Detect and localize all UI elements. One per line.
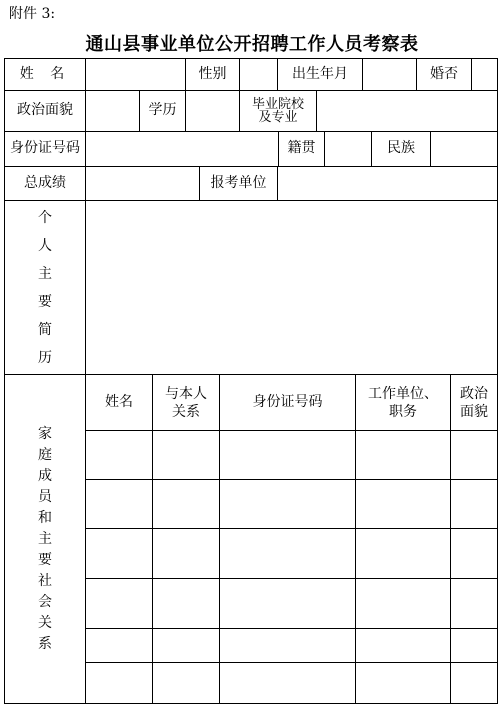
family-row-6-id[interactable] [219, 662, 356, 704]
family-row-5-id[interactable] [219, 628, 356, 663]
family-row-2-name[interactable] [85, 479, 153, 529]
resume-char: 简 [38, 321, 52, 338]
field-education[interactable] [185, 90, 240, 132]
family-row-4-relation[interactable] [152, 578, 220, 629]
family-char: 要 [38, 552, 52, 568]
label-family-relations [4, 374, 86, 704]
family-row-6-political[interactable] [450, 662, 498, 704]
field-total-score[interactable] [85, 166, 200, 201]
col-header-work-unit [355, 374, 451, 431]
col-header-id-number: 身份证号码 [219, 374, 356, 431]
label-id-number: 身份证号码 [4, 131, 86, 167]
family-row-1-id[interactable] [219, 430, 356, 480]
family-row-3-relation[interactable] [152, 528, 220, 579]
resume-char: 主 [38, 265, 52, 282]
label-ethnicity: 民族 [371, 131, 431, 167]
label-marital-status: 婚否 [416, 58, 472, 91]
form-title: 通山县事业单位公开招聘工作人员考察表 [85, 34, 419, 55]
family-char: 社 [38, 573, 52, 589]
label-name: 姓 名 [4, 58, 86, 91]
field-native-place[interactable] [324, 131, 372, 167]
field-birth-date[interactable] [362, 58, 417, 91]
label-native-place: 籍贯 [278, 131, 325, 167]
family-row-6-relation[interactable] [152, 662, 220, 704]
field-applied-unit[interactable] [277, 166, 498, 201]
field-id-number[interactable] [85, 131, 279, 167]
family-row-4-id[interactable] [219, 578, 356, 629]
col-relation-line1: 与本人 [165, 385, 207, 402]
resume-char: 个 [38, 209, 52, 226]
label-school-line1: 毕业院校 [251, 97, 304, 112]
family-row-1-political[interactable] [450, 430, 498, 480]
label-gender: 性别 [185, 58, 240, 91]
col-political-line2: 面貌 [460, 403, 488, 420]
col-work-line1: 工作单位、 [368, 385, 438, 402]
family-char: 主 [38, 531, 52, 547]
family-row-4-name[interactable] [85, 578, 153, 629]
col-political-line1: 政治 [460, 385, 488, 402]
family-row-5-work[interactable] [355, 628, 451, 663]
family-char: 系 [38, 636, 52, 652]
resume-char: 人 [38, 237, 52, 254]
family-row-1-relation[interactable] [152, 430, 220, 480]
field-personal-resume[interactable] [85, 200, 498, 375]
family-char: 员 [38, 489, 52, 505]
field-ethnicity[interactable] [430, 131, 498, 167]
field-political-status[interactable] [85, 90, 140, 132]
label-school-major [239, 90, 317, 132]
col-header-name: 姓名 [85, 374, 153, 431]
family-char: 关 [38, 615, 52, 631]
label-school-line2: 及专业 [258, 110, 298, 125]
family-char: 会 [38, 594, 52, 610]
family-char: 和 [38, 510, 52, 526]
field-school-major[interactable] [316, 90, 498, 132]
family-row-1-name[interactable] [85, 430, 153, 480]
family-row-2-work[interactable] [355, 479, 451, 529]
label-applied-unit: 报考单位 [199, 166, 278, 201]
family-row-4-political[interactable] [450, 578, 498, 629]
label-total-score: 总成绩 [4, 166, 86, 201]
col-work-line2: 职务 [389, 403, 417, 420]
family-char: 庭 [38, 447, 52, 463]
family-row-6-work[interactable] [355, 662, 451, 704]
resume-char: 历 [38, 349, 52, 366]
label-political-status: 政治面貌 [4, 90, 86, 132]
family-row-1-work[interactable] [355, 430, 451, 480]
attachment-label: 附件 3: [9, 6, 56, 22]
family-row-5-political[interactable] [450, 628, 498, 663]
family-row-4-work[interactable] [355, 578, 451, 629]
resume-char: 要 [38, 293, 52, 310]
family-row-3-id[interactable] [219, 528, 356, 579]
field-gender[interactable] [239, 58, 278, 91]
label-birth-date: 出生年月 [277, 58, 363, 91]
col-header-political [450, 374, 498, 431]
field-name[interactable] [85, 58, 186, 91]
family-char: 成 [38, 468, 52, 484]
family-row-2-political[interactable] [450, 479, 498, 529]
family-row-2-id[interactable] [219, 479, 356, 529]
label-personal-resume [4, 200, 86, 375]
family-row-5-name[interactable] [85, 628, 153, 663]
family-row-3-work[interactable] [355, 528, 451, 579]
label-education: 学历 [139, 90, 186, 132]
family-row-3-political[interactable] [450, 528, 498, 579]
family-row-3-name[interactable] [85, 528, 153, 579]
col-relation-line2: 关系 [172, 403, 200, 420]
field-marital-status[interactable] [471, 58, 498, 91]
family-char: 家 [38, 426, 52, 442]
family-row-2-relation[interactable] [152, 479, 220, 529]
col-header-relation [152, 374, 220, 431]
family-row-5-relation[interactable] [152, 628, 220, 663]
family-row-6-name[interactable] [85, 662, 153, 704]
